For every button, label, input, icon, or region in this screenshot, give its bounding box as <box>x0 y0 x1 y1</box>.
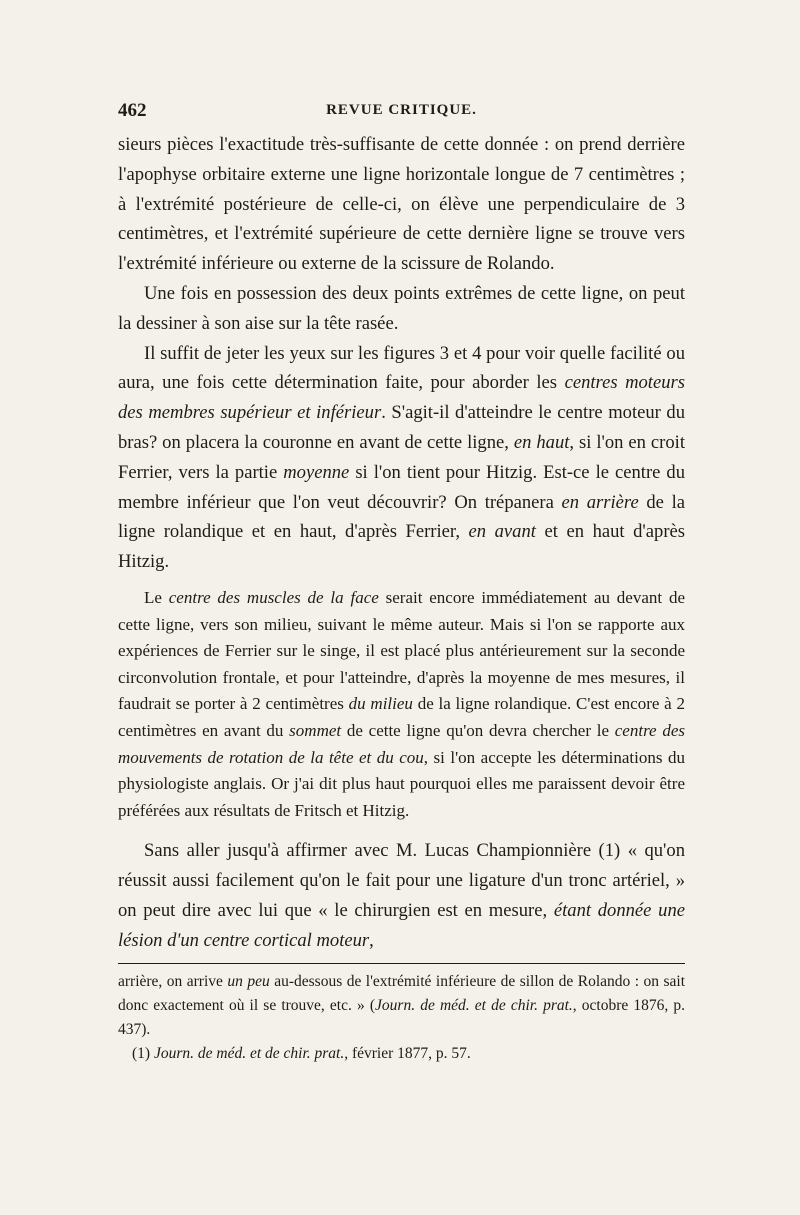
text-run: , <box>369 929 374 951</box>
italic-run: sommet <box>289 720 342 740</box>
italic-run: centre des mouvements de rotation de la tête et du cou <box>118 720 685 767</box>
footnotes <box>118 970 685 1066</box>
text-run: (1) <box>132 1045 154 1063</box>
text-run: , février 1877, p. 57. <box>344 1045 471 1063</box>
text-run: et en haut d'après Hitzig. <box>118 521 686 573</box>
text-run: de la ligne rolandique et en haut, d'après Ferrier, <box>118 491 685 543</box>
italic-run: un peu <box>227 973 270 991</box>
italic-run: en arrière <box>561 491 639 513</box>
paragraph-2: Une fois en possession des deux points extrêmes de cette ligne, on peut la dessiner à son aise sur la tête rasée. <box>118 282 685 334</box>
footnote-continuation <box>118 970 685 1042</box>
paragraph-1: sieurs pièces l'exactitude très-suffisante de cette donnée : on prend derrière l'apophyse orbitaire externe une ligne horizontale longue de 7 centimètres ; à l'extrémité postérieure de celle-ci, on élève une perpendiculaire de 3 centimètres, et l'extrémité supérieure de cette dernière ligne se trouve vers l'extrémité inférieure ou externe de la scissure de Rolando. <box>118 134 685 275</box>
text-run: serait encore immédiatement au devant de cette ligne, vers son milieu, suivant le même auteur. Mais si l'on se rapporte aux expériences de Ferrier sur le singe, il est placé plus antérieurement sur la seconde circonvolution frontale, et pour l'atteindre, d'après la moyenne de mes mesures, il faudrait se porter à 2 centimètres <box>118 587 685 714</box>
text-run: , octobre 1876, p. 437). <box>118 997 685 1039</box>
text-run: Le <box>144 587 169 607</box>
italic-run: Journ. de méd. et de chir. prat. <box>375 997 573 1015</box>
running-title: REVUE CRITIQUE. <box>326 102 477 118</box>
text-run: arrière, on arrive <box>118 973 228 991</box>
footnote-1 <box>118 1042 685 1066</box>
footnote-separator <box>118 963 685 964</box>
italic-run: en haut <box>513 431 570 453</box>
italic-run: du milieu <box>348 694 413 714</box>
paragraph-5 <box>118 836 685 955</box>
italic-run: étant donnée une lésion d'un centre cortical moteur <box>118 899 685 951</box>
italic-run: Journ. de méd. et de chir. prat. <box>153 1045 345 1063</box>
page-number: 462 <box>118 100 147 121</box>
body-text <box>118 130 685 1066</box>
text-run: au-dessous de l'extrémité inférieure de sillon de Rolando : on sait donc exactement où il se trouve, etc. » ( <box>118 973 685 1015</box>
text-run: de la ligne rolandique. C'est encore à 2 centimètres en avant du <box>118 694 685 740</box>
text-run: , si l'on en croit Ferrier, vers la partie <box>118 431 685 483</box>
italic-run: moyenne <box>283 461 350 483</box>
text-run: Sans aller jusqu'à affirmer avec M. Lucas Championnière (1) « qu'on réussit aussi facilement qu'on le fait pour une ligature d'un tronc artériel, » on peut dire avec lui que « le chirurgien est en mesure, <box>118 840 685 921</box>
paragraph-3 <box>118 339 685 577</box>
text-run: si l'on tient pour Hitzig. Est-ce le centre du membre inférieur que l'on veut découvrir? On trépanera <box>118 461 685 513</box>
running-head <box>118 100 685 130</box>
paragraph-4 <box>118 585 685 824</box>
italic-run: centres moteurs des membres supérieur et inférieur <box>118 372 685 424</box>
text-run: Il suffit de jeter les yeux sur les figures 3 et 4 pour voir quelle facilité ou aura, une fois cette détermination faite, pour aborder les <box>118 342 685 394</box>
text-run: de cette ligne qu'on devra chercher le <box>341 720 615 740</box>
italic-run: centre des muscles de la face <box>168 587 379 607</box>
text-run: . S'agit-il d'atteindre le centre moteur du bras? on placera la couronne en avant de cette ligne, <box>118 402 686 453</box>
italic-run: en avant <box>468 521 536 543</box>
text-run: , si l'on accepte les déterminations du physiologiste anglais. Or j'ai dit plus haut pourquoi elles me paraissent devoir être préférées aux résultats de Fritsch et Hitzig. <box>118 747 685 820</box>
